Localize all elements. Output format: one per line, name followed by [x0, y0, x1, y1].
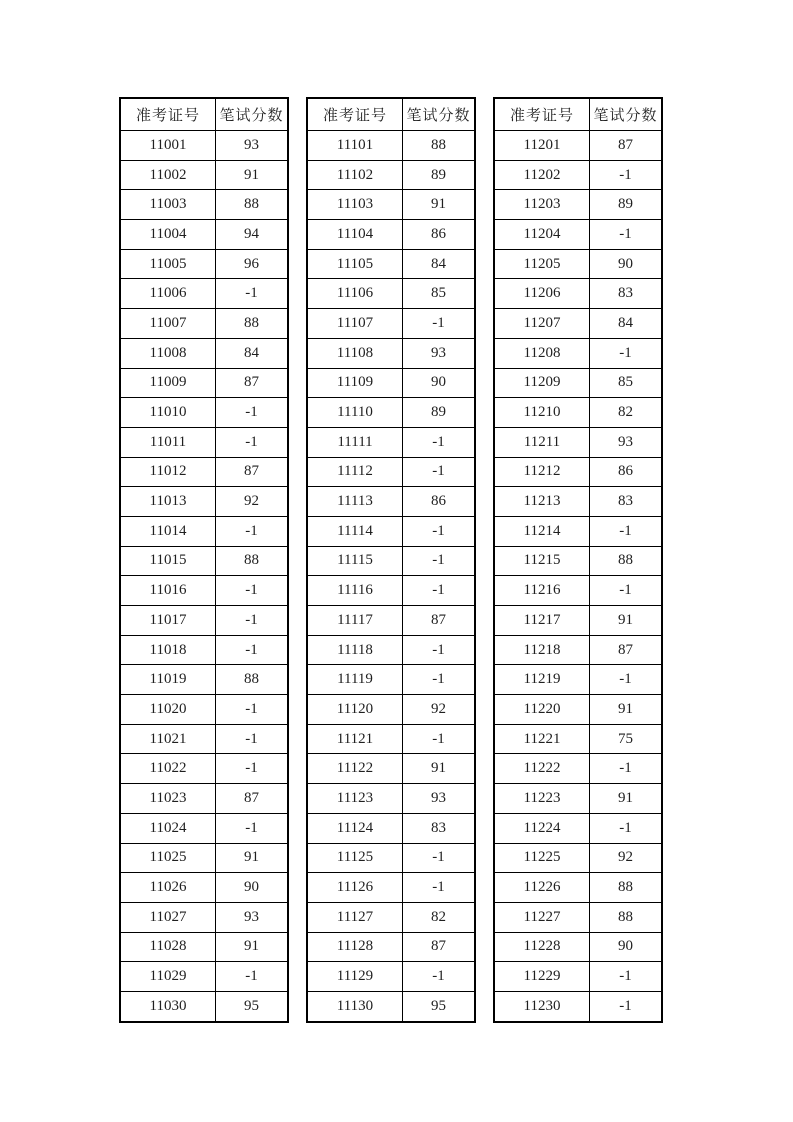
- table-row: [307, 576, 475, 606]
- candidate-id-cell: 11014: [120, 516, 216, 546]
- table-row: [120, 220, 288, 250]
- candidate-id-cell: 11230: [494, 991, 590, 1021]
- candidate-id-cell: 11111: [307, 427, 403, 457]
- table-row: [120, 131, 288, 161]
- candidate-id-cell: 11118: [307, 635, 403, 665]
- candidate-id-cell: 11218: [494, 635, 590, 665]
- candidate-id-cell: 11103: [307, 190, 403, 220]
- score-cell: 88: [216, 190, 289, 220]
- score-cell: 84: [403, 249, 476, 279]
- score-cell: 88: [590, 546, 663, 576]
- score-cell: -1: [590, 160, 663, 190]
- table-row: [494, 695, 662, 725]
- score-cell: 84: [590, 309, 663, 339]
- candidate-id-cell: 11008: [120, 338, 216, 368]
- score-cell: 83: [590, 487, 663, 517]
- score-cell: 95: [403, 991, 476, 1021]
- table-row: [307, 427, 475, 457]
- table-row: [120, 843, 288, 873]
- candidate-id-cell: 11216: [494, 576, 590, 606]
- candidate-id-cell: 11220: [494, 695, 590, 725]
- score-cell: -1: [590, 754, 663, 784]
- score-cell: 89: [590, 190, 663, 220]
- score-cell: -1: [590, 220, 663, 250]
- score-cell: 95: [216, 991, 289, 1021]
- score-cell: -1: [403, 457, 476, 487]
- table-row: [120, 695, 288, 725]
- candidate-id-cell: 11203: [494, 190, 590, 220]
- candidate-id-cell: 11004: [120, 220, 216, 250]
- score-cell: 88: [403, 131, 476, 161]
- candidate-id-cell: 11009: [120, 368, 216, 398]
- table-row: [120, 398, 288, 428]
- score-cell: 84: [216, 338, 289, 368]
- score-cell: -1: [590, 576, 663, 606]
- candidate-id-cell: 11130: [307, 991, 403, 1021]
- table-body-group-3: [494, 131, 662, 1022]
- candidate-id-cell: 11228: [494, 932, 590, 962]
- table-row: [307, 546, 475, 576]
- table-row: [494, 635, 662, 665]
- score-cell: -1: [403, 724, 476, 754]
- candidate-id-cell: 11021: [120, 724, 216, 754]
- candidate-id-cell: 11013: [120, 487, 216, 517]
- candidate-id-cell: 11015: [120, 546, 216, 576]
- table-row: [120, 991, 288, 1021]
- candidate-id-cell: 11122: [307, 754, 403, 784]
- candidate-id-cell: 11205: [494, 249, 590, 279]
- table-row: [494, 516, 662, 546]
- column-header-written-score: 笔试分数: [590, 98, 663, 131]
- score-cell: 92: [403, 695, 476, 725]
- table-row: [307, 131, 475, 161]
- candidate-id-cell: 11020: [120, 695, 216, 725]
- score-cell: 91: [216, 160, 289, 190]
- score-cell: -1: [403, 576, 476, 606]
- score-cell: -1: [403, 635, 476, 665]
- score-cell: 93: [403, 784, 476, 814]
- candidate-id-cell: 11017: [120, 606, 216, 636]
- score-cell: 75: [590, 724, 663, 754]
- candidate-id-cell: 11109: [307, 368, 403, 398]
- score-cell: -1: [403, 962, 476, 992]
- table-row: [494, 249, 662, 279]
- table-row: [120, 160, 288, 190]
- candidate-id-cell: 11126: [307, 873, 403, 903]
- candidate-id-cell: 11124: [307, 813, 403, 843]
- score-cell: 91: [403, 754, 476, 784]
- table-row: [120, 902, 288, 932]
- table-row: [120, 606, 288, 636]
- table-row: [494, 754, 662, 784]
- table-row: [307, 724, 475, 754]
- score-cell: 89: [403, 398, 476, 428]
- table-row: [494, 873, 662, 903]
- score-cell: -1: [403, 516, 476, 546]
- score-cell: 88: [216, 309, 289, 339]
- candidate-id-cell: 11107: [307, 309, 403, 339]
- score-cell: -1: [590, 813, 663, 843]
- score-cell: -1: [216, 606, 289, 636]
- table-row: [307, 902, 475, 932]
- table-row: [307, 249, 475, 279]
- candidate-id-cell: 11117: [307, 606, 403, 636]
- candidate-id-cell: 11212: [494, 457, 590, 487]
- score-cell: 86: [590, 457, 663, 487]
- header-row: [307, 98, 475, 131]
- candidate-id-cell: 11123: [307, 784, 403, 814]
- candidate-id-cell: 11219: [494, 665, 590, 695]
- score-cell: 90: [403, 368, 476, 398]
- candidate-id-cell: 11027: [120, 902, 216, 932]
- table-row: [307, 398, 475, 428]
- table-row: [307, 962, 475, 992]
- candidate-id-cell: 11213: [494, 487, 590, 517]
- candidate-id-cell: 11128: [307, 932, 403, 962]
- table-row: [307, 190, 475, 220]
- candidate-id-cell: 11121: [307, 724, 403, 754]
- candidate-id-cell: 11029: [120, 962, 216, 992]
- score-cell: 91: [590, 606, 663, 636]
- table-row: [494, 784, 662, 814]
- candidate-id-cell: 11208: [494, 338, 590, 368]
- candidate-id-cell: 11007: [120, 309, 216, 339]
- table-row: [307, 457, 475, 487]
- table-row: [307, 695, 475, 725]
- header-row: [494, 98, 662, 131]
- table-row: [494, 932, 662, 962]
- table-row: [120, 754, 288, 784]
- candidate-id-cell: 11201: [494, 131, 590, 161]
- score-cell: 88: [590, 902, 663, 932]
- table-row: [494, 457, 662, 487]
- table-row: [494, 962, 662, 992]
- score-cell: 89: [403, 160, 476, 190]
- score-cell: 82: [403, 902, 476, 932]
- score-cell: -1: [216, 813, 289, 843]
- table-row: [494, 190, 662, 220]
- table-row: [494, 279, 662, 309]
- table-row: [120, 368, 288, 398]
- candidate-id-cell: 11108: [307, 338, 403, 368]
- score-cell: 93: [590, 427, 663, 457]
- score-cell: 90: [590, 249, 663, 279]
- table-row: [120, 724, 288, 754]
- table-row: [120, 487, 288, 517]
- score-cell: 96: [216, 249, 289, 279]
- candidate-id-cell: 11104: [307, 220, 403, 250]
- table-row: [494, 220, 662, 250]
- column-header-candidate-id: 准考证号: [494, 98, 590, 131]
- candidate-id-cell: 11030: [120, 991, 216, 1021]
- score-cell: 87: [590, 635, 663, 665]
- table-row: [307, 635, 475, 665]
- score-cell: 86: [403, 220, 476, 250]
- candidate-id-cell: 11221: [494, 724, 590, 754]
- score-cell: -1: [216, 962, 289, 992]
- score-table-group-3: [493, 97, 663, 1023]
- table-row: [494, 398, 662, 428]
- table-row: [494, 309, 662, 339]
- table-row: [307, 309, 475, 339]
- column-header-written-score: 笔试分数: [216, 98, 289, 131]
- candidate-id-cell: 11102: [307, 160, 403, 190]
- candidate-id-cell: 11006: [120, 279, 216, 309]
- candidate-id-cell: 11110: [307, 398, 403, 428]
- table-row: [494, 843, 662, 873]
- header-row: [120, 98, 288, 131]
- candidate-id-cell: 11206: [494, 279, 590, 309]
- score-cell: -1: [403, 873, 476, 903]
- table-row: [307, 220, 475, 250]
- table-row: [307, 932, 475, 962]
- table-row: [307, 160, 475, 190]
- score-cell: -1: [590, 516, 663, 546]
- table-row: [494, 606, 662, 636]
- table-row: [307, 516, 475, 546]
- candidate-id-cell: 11011: [120, 427, 216, 457]
- candidate-id-cell: 11224: [494, 813, 590, 843]
- candidate-id-cell: 11016: [120, 576, 216, 606]
- candidate-id-cell: 11025: [120, 843, 216, 873]
- score-cell: -1: [216, 724, 289, 754]
- score-cell: 83: [590, 279, 663, 309]
- candidate-id-cell: 11012: [120, 457, 216, 487]
- score-cell: -1: [403, 665, 476, 695]
- table-row: [494, 427, 662, 457]
- candidate-id-cell: 11214: [494, 516, 590, 546]
- table-row: [494, 131, 662, 161]
- table-row: [120, 665, 288, 695]
- score-cell: -1: [590, 665, 663, 695]
- table-row: [120, 635, 288, 665]
- score-table-group-2: [306, 97, 476, 1023]
- candidate-id-cell: 11022: [120, 754, 216, 784]
- candidate-id-cell: 11120: [307, 695, 403, 725]
- score-cell: 87: [403, 606, 476, 636]
- score-cell: -1: [216, 754, 289, 784]
- column-header-candidate-id: 准考证号: [120, 98, 216, 131]
- score-cell: -1: [403, 546, 476, 576]
- table-row: [307, 784, 475, 814]
- candidate-id-cell: 11227: [494, 902, 590, 932]
- score-tables-container: [119, 97, 663, 1023]
- score-cell: 85: [403, 279, 476, 309]
- candidate-id-cell: 11116: [307, 576, 403, 606]
- score-cell: 88: [216, 546, 289, 576]
- score-cell: 93: [403, 338, 476, 368]
- score-cell: -1: [403, 309, 476, 339]
- table-row: [120, 427, 288, 457]
- table-row: [494, 546, 662, 576]
- table-row: [494, 576, 662, 606]
- candidate-id-cell: 11207: [494, 309, 590, 339]
- candidate-id-cell: 11225: [494, 843, 590, 873]
- table-body-group-2: [307, 131, 475, 1022]
- score-cell: -1: [403, 427, 476, 457]
- score-cell: -1: [403, 843, 476, 873]
- score-cell: -1: [590, 338, 663, 368]
- table-row: [494, 813, 662, 843]
- table-row: [307, 606, 475, 636]
- score-cell: 93: [216, 902, 289, 932]
- table-row: [494, 487, 662, 517]
- score-cell: 91: [590, 695, 663, 725]
- table-row: [307, 279, 475, 309]
- score-cell: -1: [216, 398, 289, 428]
- candidate-id-cell: 11202: [494, 160, 590, 190]
- table-row: [120, 249, 288, 279]
- score-cell: 87: [403, 932, 476, 962]
- table-row: [120, 309, 288, 339]
- candidate-id-cell: 11026: [120, 873, 216, 903]
- candidate-id-cell: 11010: [120, 398, 216, 428]
- candidate-id-cell: 11002: [120, 160, 216, 190]
- table-row: [307, 487, 475, 517]
- table-row: [120, 457, 288, 487]
- score-cell: -1: [216, 279, 289, 309]
- score-cell: 86: [403, 487, 476, 517]
- candidate-id-cell: 11222: [494, 754, 590, 784]
- score-cell: 90: [590, 932, 663, 962]
- table-row: [120, 873, 288, 903]
- candidate-id-cell: 11223: [494, 784, 590, 814]
- score-cell: -1: [590, 962, 663, 992]
- candidate-id-cell: 11210: [494, 398, 590, 428]
- score-table-group-1: [119, 97, 289, 1023]
- score-cell: -1: [216, 695, 289, 725]
- table-row: [307, 338, 475, 368]
- table-row: [120, 546, 288, 576]
- score-cell: 87: [216, 784, 289, 814]
- table-row: [494, 902, 662, 932]
- candidate-id-cell: 11114: [307, 516, 403, 546]
- table-row: [494, 665, 662, 695]
- score-cell: 91: [216, 932, 289, 962]
- score-cell: 91: [216, 843, 289, 873]
- table-row: [120, 190, 288, 220]
- table-body-group-1: [120, 131, 288, 1022]
- score-cell: 88: [590, 873, 663, 903]
- candidate-id-cell: 11028: [120, 932, 216, 962]
- table-row: [120, 576, 288, 606]
- candidate-id-cell: 11024: [120, 813, 216, 843]
- candidate-id-cell: 11105: [307, 249, 403, 279]
- score-cell: 85: [590, 368, 663, 398]
- column-header-candidate-id: 准考证号: [307, 98, 403, 131]
- score-cell: 82: [590, 398, 663, 428]
- score-cell: 83: [403, 813, 476, 843]
- score-cell: 92: [590, 843, 663, 873]
- table-row: [494, 991, 662, 1021]
- candidate-id-cell: 11001: [120, 131, 216, 161]
- table-row: [120, 516, 288, 546]
- candidate-id-cell: 11211: [494, 427, 590, 457]
- candidate-id-cell: 11005: [120, 249, 216, 279]
- score-cell: -1: [216, 427, 289, 457]
- score-cell: 90: [216, 873, 289, 903]
- table-row: [307, 754, 475, 784]
- score-cell: -1: [216, 576, 289, 606]
- candidate-id-cell: 11106: [307, 279, 403, 309]
- table-row: [120, 813, 288, 843]
- score-cell: 91: [590, 784, 663, 814]
- score-cell: -1: [216, 516, 289, 546]
- candidate-id-cell: 11204: [494, 220, 590, 250]
- candidate-id-cell: 11209: [494, 368, 590, 398]
- candidate-id-cell: 11003: [120, 190, 216, 220]
- table-row: [120, 932, 288, 962]
- candidate-id-cell: 11112: [307, 457, 403, 487]
- table-row: [494, 724, 662, 754]
- candidate-id-cell: 11113: [307, 487, 403, 517]
- table-row: [494, 338, 662, 368]
- score-cell: 92: [216, 487, 289, 517]
- column-header-written-score: 笔试分数: [403, 98, 476, 131]
- table-row: [494, 368, 662, 398]
- table-row: [307, 991, 475, 1021]
- table-row: [494, 160, 662, 190]
- score-cell: -1: [216, 635, 289, 665]
- table-row: [120, 338, 288, 368]
- table-row: [307, 665, 475, 695]
- candidate-id-cell: 11226: [494, 873, 590, 903]
- candidate-id-cell: 11018: [120, 635, 216, 665]
- score-cell: 94: [216, 220, 289, 250]
- candidate-id-cell: 11229: [494, 962, 590, 992]
- score-cell: 88: [216, 665, 289, 695]
- table-row: [120, 962, 288, 992]
- table-row: [307, 368, 475, 398]
- score-cell: 87: [590, 131, 663, 161]
- candidate-id-cell: 11217: [494, 606, 590, 636]
- candidate-id-cell: 11023: [120, 784, 216, 814]
- candidate-id-cell: 11119: [307, 665, 403, 695]
- candidate-id-cell: 11125: [307, 843, 403, 873]
- candidate-id-cell: 11019: [120, 665, 216, 695]
- score-cell: 87: [216, 457, 289, 487]
- table-row: [120, 279, 288, 309]
- table-row: [307, 813, 475, 843]
- table-row: [120, 784, 288, 814]
- candidate-id-cell: 11115: [307, 546, 403, 576]
- table-row: [307, 873, 475, 903]
- score-cell: 91: [403, 190, 476, 220]
- candidate-id-cell: 11127: [307, 902, 403, 932]
- score-cell: 87: [216, 368, 289, 398]
- score-cell: -1: [590, 991, 663, 1021]
- score-cell: 93: [216, 131, 289, 161]
- candidate-id-cell: 11215: [494, 546, 590, 576]
- candidate-id-cell: 11101: [307, 131, 403, 161]
- table-row: [307, 843, 475, 873]
- candidate-id-cell: 11129: [307, 962, 403, 992]
